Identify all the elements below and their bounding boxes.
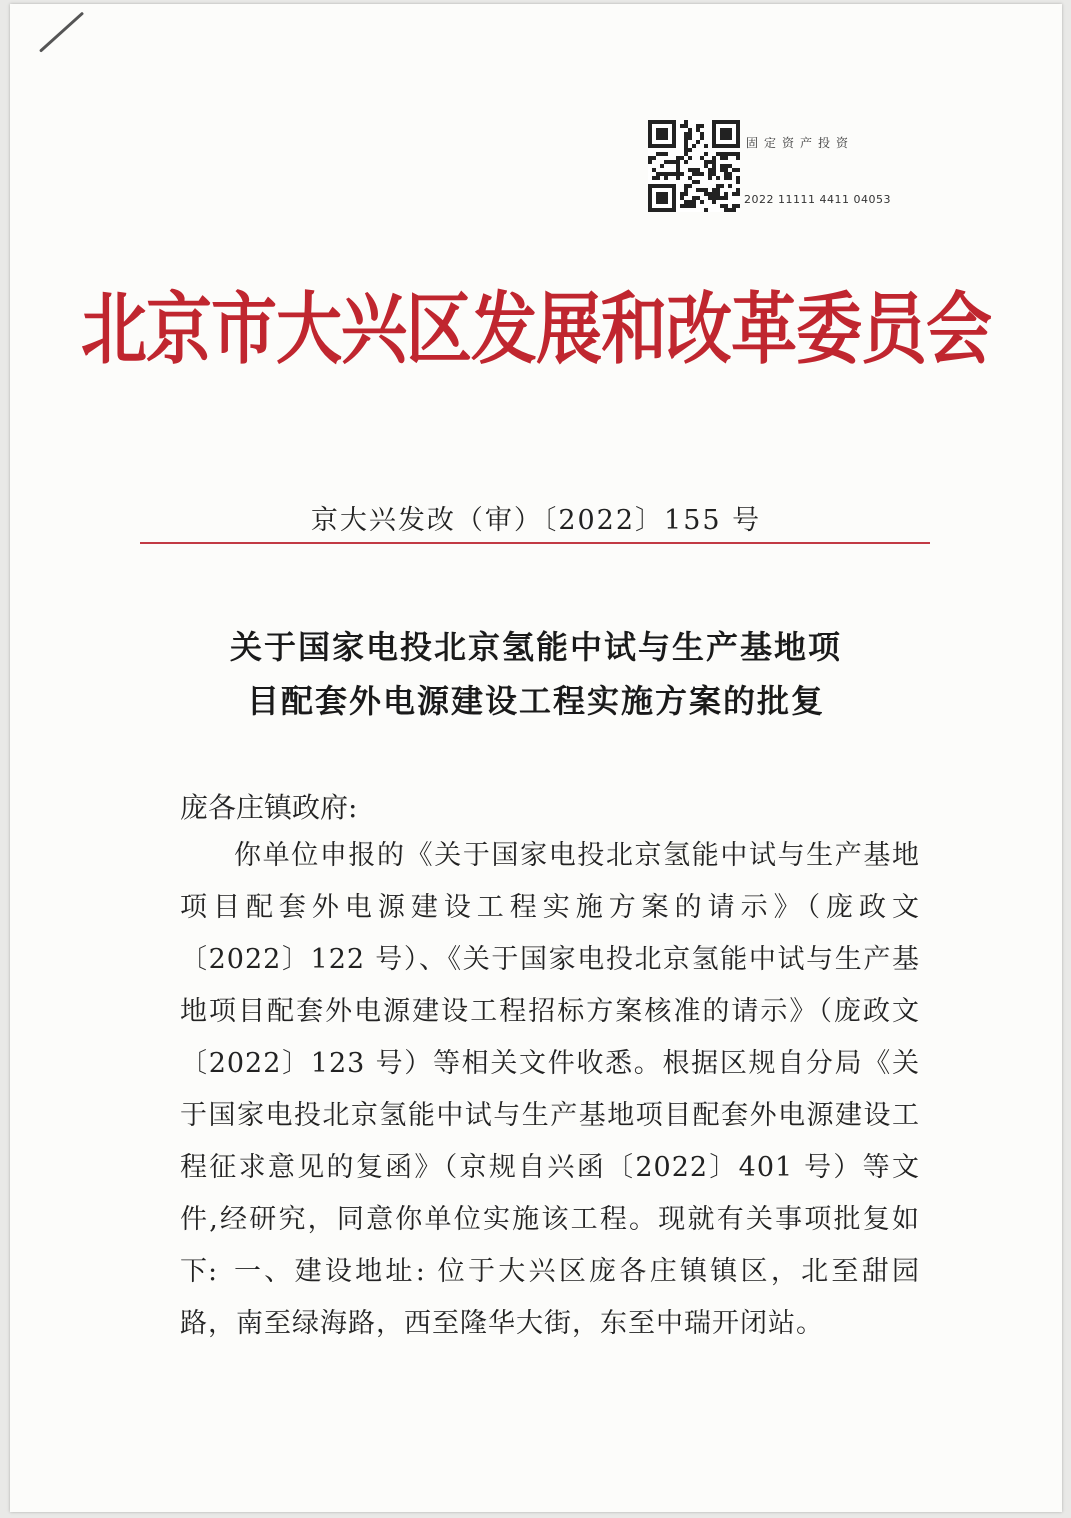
agency-header: 北京市大兴区发展和改革委员会 [81,283,991,376]
header-divider [140,542,930,544]
qr-code-icon [648,120,740,212]
body-paragraph-2: 一、建设地址: 位于大兴区庞各庄镇镇区，北至甜园路，南至绿海路，西至隆华大街，东至中瑞开闭站。 [180,1256,920,1339]
qr-label: 固定资产投资 [746,136,855,150]
document-page [10,4,1062,1512]
body-paragraph-1: 你单位申报的《关于国家电投北京氢能中试与生产基地项目配套外电源建设工程实施方案的请示》（庞政文〔2022〕122 号）、《关于国家电投北京氢能中试与生产基地项目配套外电源建设工程招标方案核准的请示》（庞政文〔2022〕123 号）等相关文件收悉。根据区规自分局《关于国家电投北京氢能中试与生产基地项目配套外电源建设工程征求意见的复函》（京规自兴函〔2022〕401 号）等文件,经研究，同意你单位实施该工程。现就有关事项批复如下: [180,840,920,1287]
title-line-1: 关于国家电投北京氢能中试与生产基地项 [229,628,842,666]
salutation: 庞各庄镇政府: [180,791,358,824]
title-line-2: 目配套外电源建设工程实施方案的批复 [246,682,825,720]
document-number: 京大兴发改（审）〔2022〕155 号 [310,505,762,536]
pen-mark [39,12,84,53]
document-title [10,620,1062,728]
qr-code-number: 2022 11111 4411 04053 [744,193,891,206]
